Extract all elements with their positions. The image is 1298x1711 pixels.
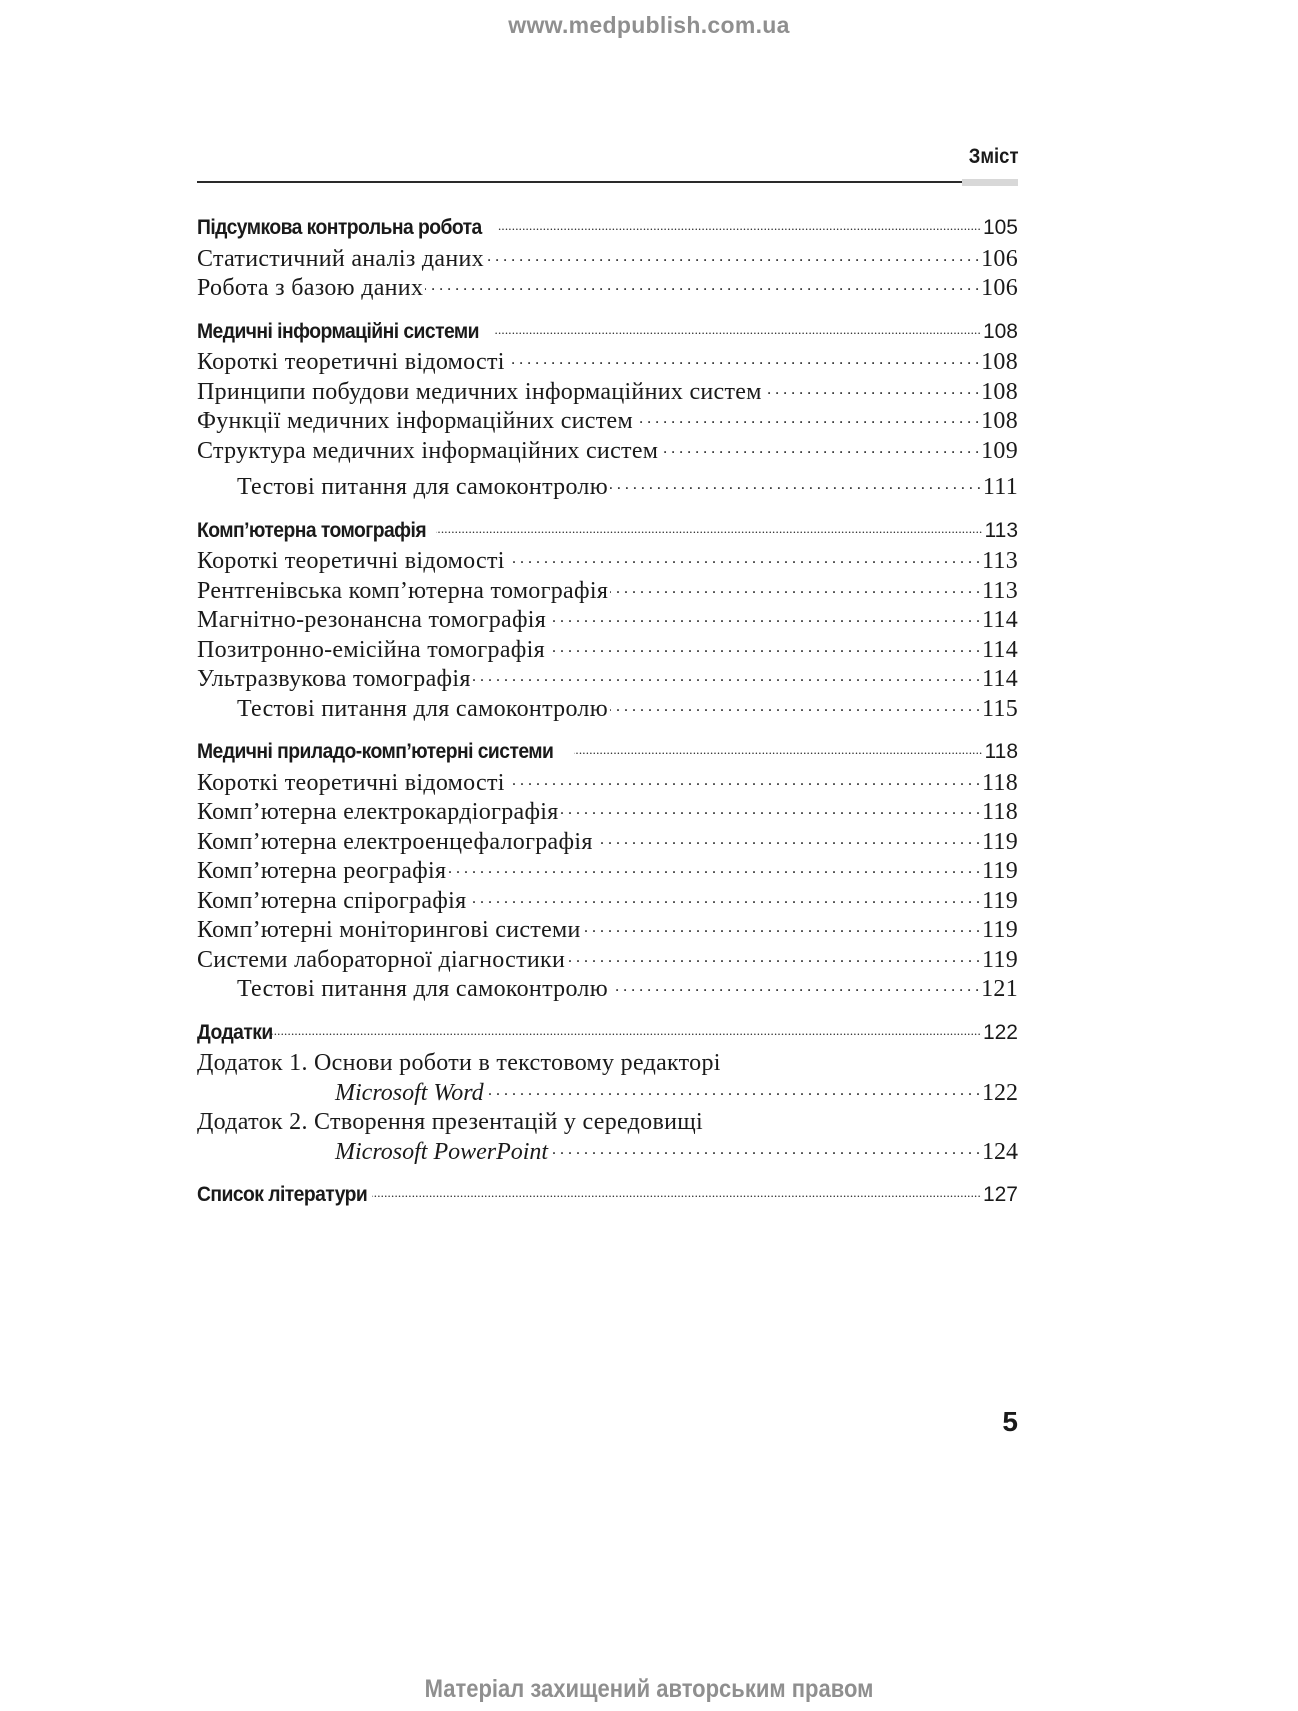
- toc-page: 119: [981, 858, 1018, 884]
- toc-page: 119: [981, 887, 1018, 914]
- toc-page: 114: [981, 666, 1018, 692]
- page-number: 5: [1002, 1406, 1018, 1437]
- watermark-top: www.medpublish.com.ua: [508, 12, 790, 38]
- toc-page: 114: [981, 636, 1018, 663]
- toc-entry-line1: [197, 1050, 1018, 1080]
- toc-heading: [197, 216, 1018, 246]
- toc-title-italic: Microsoft PowerPoint: [335, 1138, 549, 1165]
- toc-title: Комп’ютерна електроенцефалографія: [197, 828, 593, 855]
- dot-leader: [635, 412, 979, 428]
- toc-page: 109: [981, 437, 1018, 464]
- dot-leader: [486, 250, 979, 266]
- toc-page: 114: [981, 607, 1018, 633]
- dot-leader: [486, 1084, 980, 1100]
- watermark-bottom: Матеріал захищений авторським правом: [424, 1675, 874, 1703]
- toc-page: 122: [982, 1020, 1018, 1044]
- toc-title: Комп’ютерна електрокардіографія: [197, 799, 559, 825]
- toc-title: Рентгенівська комп’ютерна томографія: [197, 577, 609, 604]
- dot-leader: [269, 1023, 981, 1039]
- dot-leader: [610, 478, 981, 494]
- toc-heading: [197, 1183, 1018, 1213]
- toc-title: Позитронно-емісійна томографія: [197, 636, 545, 663]
- toc-page: 113: [981, 548, 1018, 574]
- toc-entry-indented: [197, 696, 1018, 726]
- dot-leader: [561, 803, 980, 819]
- dot-leader: [595, 833, 980, 849]
- toc-entry: [197, 607, 1018, 637]
- toc-title: Принципи побудови медичних інформаційних систем: [197, 378, 762, 405]
- toc-title: Робота з базою даних: [197, 275, 424, 301]
- toc-heading: [197, 740, 1018, 770]
- toc-page: 106: [981, 245, 1018, 272]
- dot-leader: [436, 521, 983, 537]
- table-of-contents: [197, 216, 1018, 1213]
- toc-entry-line1: [197, 1109, 1018, 1139]
- toc-entry: [197, 888, 1018, 918]
- toc-page: 118: [981, 799, 1018, 825]
- toc-title: Комп’ютерна реографія: [197, 858, 447, 884]
- toc-page: 119: [981, 946, 1018, 973]
- toc-page: 118: [981, 769, 1018, 796]
- toc-entry: [197, 246, 1018, 276]
- header-rule: [197, 181, 962, 183]
- toc-entry-line2: [197, 1139, 1018, 1169]
- toc-title: Підсумкова контрольна робота: [197, 216, 482, 239]
- dot-leader: [548, 611, 980, 627]
- toc-page: 118: [984, 740, 1018, 763]
- toc-entry: [197, 408, 1018, 438]
- toc-entry: [197, 829, 1018, 859]
- toc-entry: [197, 947, 1018, 977]
- toc-title: Комп’ютерна томографія: [197, 518, 427, 542]
- header-rule-accent: [962, 179, 1018, 186]
- dot-leader: [507, 353, 979, 369]
- toc-heading: [197, 519, 1018, 549]
- toc-page: 108: [982, 319, 1018, 343]
- toc-entry: [197, 578, 1018, 608]
- toc-entry: [197, 770, 1018, 800]
- toc-heading: [197, 320, 1018, 350]
- toc-title: Список літератури: [197, 1183, 368, 1206]
- toc-page: 119: [981, 917, 1018, 943]
- dot-leader: [764, 383, 979, 399]
- running-head: Зміст: [968, 145, 1018, 168]
- dot-leader: [550, 1143, 980, 1159]
- toc-entry: [197, 349, 1018, 379]
- toc-entry: [197, 548, 1018, 578]
- dot-leader: [610, 980, 979, 996]
- dot-leader: [425, 279, 979, 295]
- toc-page: 124: [982, 1138, 1018, 1165]
- toc-title: Структура медичних інформаційних систем: [197, 437, 659, 464]
- toc-entry: [197, 799, 1018, 829]
- toc-title: Медичні приладо-комп’ютерні системи: [197, 740, 554, 763]
- toc-title: Тестові питання для самоконтролю: [237, 474, 608, 500]
- toc-title: Тестові питання для самоконтролю: [237, 695, 608, 722]
- toc-page: 119: [981, 828, 1018, 855]
- toc-title: Комп’ютерна спірографія: [197, 887, 467, 914]
- toc-entry-indented: [197, 474, 1018, 504]
- dot-leader: [583, 921, 980, 937]
- dot-leader: [497, 218, 981, 234]
- toc-title: Короткі теоретичні відомості: [197, 349, 505, 375]
- dot-leader: [494, 322, 981, 338]
- dot-leader: [372, 1185, 981, 1201]
- toc-page: 113: [981, 577, 1018, 604]
- toc-entry: [197, 438, 1018, 468]
- toc-title: Системи лабораторної діагностики: [197, 946, 566, 973]
- dot-leader: [547, 641, 980, 657]
- toc-entry-indented: [197, 976, 1018, 1006]
- toc-title-italic: Microsoft Word: [335, 1079, 484, 1106]
- toc-title: Ультразвукова томографія: [197, 666, 471, 692]
- toc-page: 106: [981, 275, 1018, 301]
- dot-leader: [468, 892, 980, 908]
- toc-page: 108: [981, 349, 1018, 375]
- toc-page: 108: [981, 378, 1018, 405]
- toc-title: Додаток 2. Створення презентацій у середовищі: [197, 1109, 704, 1135]
- toc-title: Додатки: [197, 1020, 273, 1044]
- toc-entry: [197, 379, 1018, 409]
- toc-entry: [197, 275, 1018, 305]
- toc-page: 105: [982, 216, 1018, 239]
- dot-leader: [507, 552, 980, 568]
- dot-leader: [610, 582, 980, 598]
- toc-entry-line2: [197, 1080, 1018, 1110]
- dot-leader: [507, 774, 980, 790]
- toc-title: Функції медичних інформаційних систем: [197, 408, 633, 434]
- toc-title: Комп’ютерні моніторингові системи: [197, 917, 581, 943]
- dot-leader: [660, 442, 979, 458]
- toc-title: Короткі теоретичні відомості: [197, 548, 505, 574]
- toc-page: 121: [981, 976, 1018, 1002]
- toc-title: Статистичний аналіз даних: [197, 245, 484, 272]
- dot-leader: [448, 862, 980, 878]
- toc-page: 127: [982, 1183, 1018, 1206]
- toc-title: Додаток 1. Основи роботи в текстовому редакторі: [197, 1050, 721, 1076]
- toc-entry: [197, 917, 1018, 947]
- toc-entry: [197, 666, 1018, 696]
- toc-title: Тестові питання для самоконтролю: [237, 976, 608, 1002]
- toc-entry: [197, 637, 1018, 667]
- toc-page: 111: [982, 474, 1018, 500]
- toc-page: 108: [981, 408, 1018, 434]
- toc-entry: [197, 858, 1018, 888]
- dot-leader: [473, 670, 980, 686]
- toc-page: 122: [982, 1079, 1018, 1106]
- dot-leader: [574, 742, 982, 758]
- dot-leader: [610, 700, 980, 716]
- toc-page: 115: [981, 695, 1018, 722]
- toc-title: Медичні інформаційні системи: [197, 319, 479, 343]
- dot-leader: [567, 951, 980, 967]
- toc-title: Магнітно-резонансна томографія: [197, 607, 547, 633]
- toc-heading: [197, 1021, 1018, 1051]
- toc-title: Короткі теоретичні відомості: [197, 769, 505, 796]
- toc-page: 113: [984, 518, 1018, 542]
